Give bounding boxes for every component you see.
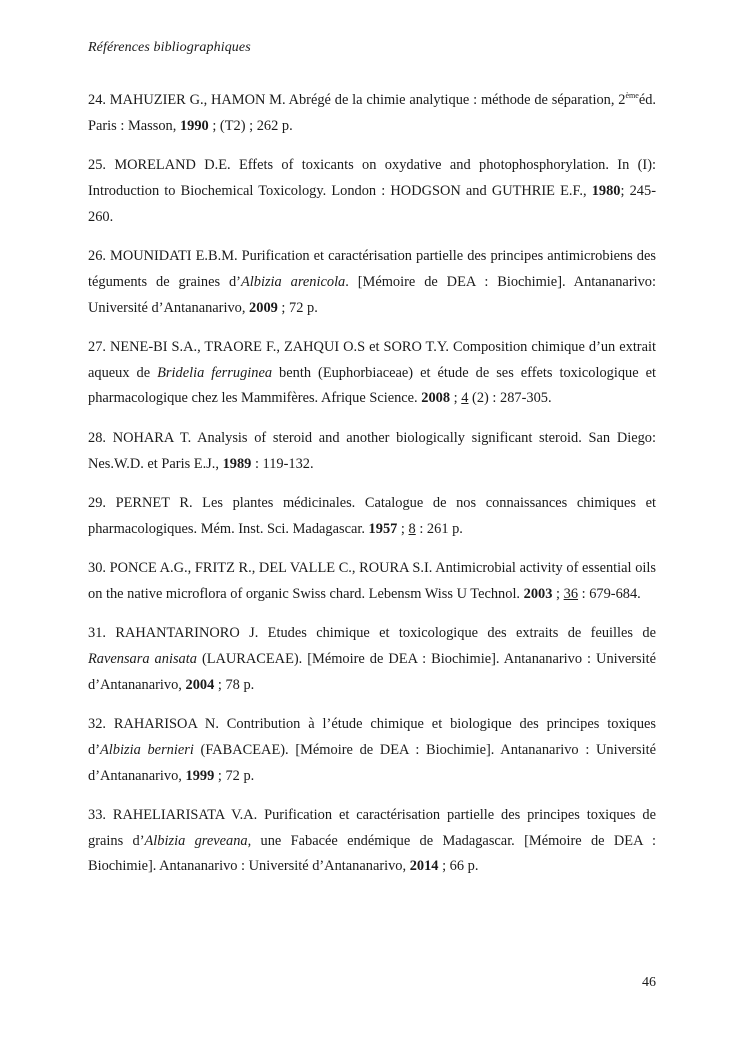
reference-text: 32. RAHARISOA N. Contribution à l’étude chimique et biologique des principes toxiques d’ xyxy=(88,715,656,758)
reference-text: : 261 p. xyxy=(415,520,463,537)
reference-year: 1957 xyxy=(368,520,398,537)
reference-entry xyxy=(88,621,656,698)
reference-year: 2008 xyxy=(421,390,451,407)
reference-year: 1999 xyxy=(185,767,215,784)
reference-text: ; xyxy=(552,585,564,602)
reference-text: éd. Paris : Masson, xyxy=(88,92,656,134)
reference-entry xyxy=(88,244,656,321)
reference-text: 27. NENE-BI S.A., TRAORE F., ZAHQUI O.S et SORO T.Y. Composition chimique d’un extrait aqueux de xyxy=(88,338,656,381)
reference-text: (FABACEAE). [Mémoire de DEA : Biochimie]. Antananarivo : Université d’Antananarivo, xyxy=(88,741,656,784)
reference-text: : 119-132. xyxy=(251,455,314,472)
reference-entry xyxy=(88,335,656,412)
reference-text: ; 72 p. xyxy=(214,767,255,784)
reference-text: ; (T2) ; 262 p. xyxy=(208,117,293,134)
page-number: 46 xyxy=(642,975,656,990)
reference-text: benth (Euphorbiaceae) et étude de ses effets toxicologique et pharmacologique chez les Mammifères. Afrique Science. xyxy=(88,364,657,407)
reference-text: 31. RAHANTARINORO J. Etudes chimique et toxicologique des extraits de feuilles de xyxy=(88,625,656,642)
reference-entry xyxy=(88,153,656,230)
volume-number: 4 xyxy=(461,390,469,407)
reference-year: 2009 xyxy=(249,299,278,316)
species-name: Albizia greveana, xyxy=(144,832,252,849)
reference-entry xyxy=(88,712,656,789)
volume-number: 8 xyxy=(408,520,416,537)
reference-text: ; 72 p. xyxy=(277,299,318,316)
species-name: Bridelia ferruginea xyxy=(157,364,273,381)
reference-year: 2004 xyxy=(185,676,215,693)
species-name: Albizia bernieri xyxy=(100,741,194,758)
reference-entry xyxy=(88,426,656,478)
reference-year: 2014 xyxy=(409,858,439,875)
reference-text: ; xyxy=(397,520,409,537)
reference-text: 30. PONCE A.G., FRITZ R., DEL VALLE C., ROURA S.I. Antimicrobial activity of essential oils on the native microflora of organic Swiss chard. Lebensm Wiss U Technol. xyxy=(88,559,656,602)
reference-text: 33. RAHELIARISATA V.A. Purification et caractérisation partielle des principes toxiques de grains d’ xyxy=(88,806,656,849)
reference-text: . [Mémoire de DEA : Biochimie]. Antananarivo: Université d’Antananarivo, xyxy=(88,273,656,316)
reference-year: 2003 xyxy=(523,585,553,602)
volume-number: 36 xyxy=(563,585,579,602)
reference-year: 1989 xyxy=(222,455,252,472)
reference-year: 1980 xyxy=(591,182,621,199)
reference-text: 28. NOHARA T. Analysis of steroid and another biologically significant steroid. San Diego: Nes.W.D. et Paris E.J., xyxy=(88,429,656,472)
reference-entry xyxy=(88,556,656,608)
reference-text: (2) : 287-305. xyxy=(468,390,552,407)
running-header: Références bibliographiques xyxy=(88,40,251,55)
reference-text: (LAURACEAE). [Mémoire de DEA : Biochimie]. Antananarivo : Université d’Antananarivo, xyxy=(88,650,656,693)
reference-text: 24. MAHUZIER G., HAMON M. Abrégé de la chimie analytique : méthode de séparation, 2 xyxy=(88,92,626,108)
reference-text: ; xyxy=(450,390,462,407)
reference-text: ; 66 p. xyxy=(438,858,479,875)
reference-entry xyxy=(88,88,656,140)
superscript: ème xyxy=(625,91,639,100)
reference-text: 26. MOUNIDATI E.B.M. Purification et caractérisation partielle des principes antimicrobiens des téguments de graines d’ xyxy=(88,247,656,290)
reference-text: une Fabacée endémique de Madagascar. [Mémoire de DEA : Biochimie]. Antananarivo : Université d’Antananarivo, xyxy=(88,832,656,875)
reference-entry xyxy=(88,491,656,543)
reference-text: ; 245-260. xyxy=(88,182,656,225)
reference-text: ; 78 p. xyxy=(214,676,255,693)
reference-entry xyxy=(88,803,656,880)
reference-text: : 679-684. xyxy=(578,585,641,602)
species-name: Albizia arenicola xyxy=(240,273,346,290)
reference-text: 29. PERNET R. Les plantes médicinales. Catalogue de nos connaissances chimiques et pharmacologiques. Mém. Inst. Sci. Madagascar. xyxy=(88,494,656,537)
reference-text: 25. MORELAND D.E. Effets of toxicants on oxydative and photophosphorylation. In (I): Introduction to Biochemical Toxicology. London : HODGSON and GUTHRIE E.F., xyxy=(88,157,656,199)
reference-year: 1990 xyxy=(179,117,209,134)
reference-list xyxy=(88,88,656,894)
species-name: Ravensara anisata xyxy=(88,650,197,667)
